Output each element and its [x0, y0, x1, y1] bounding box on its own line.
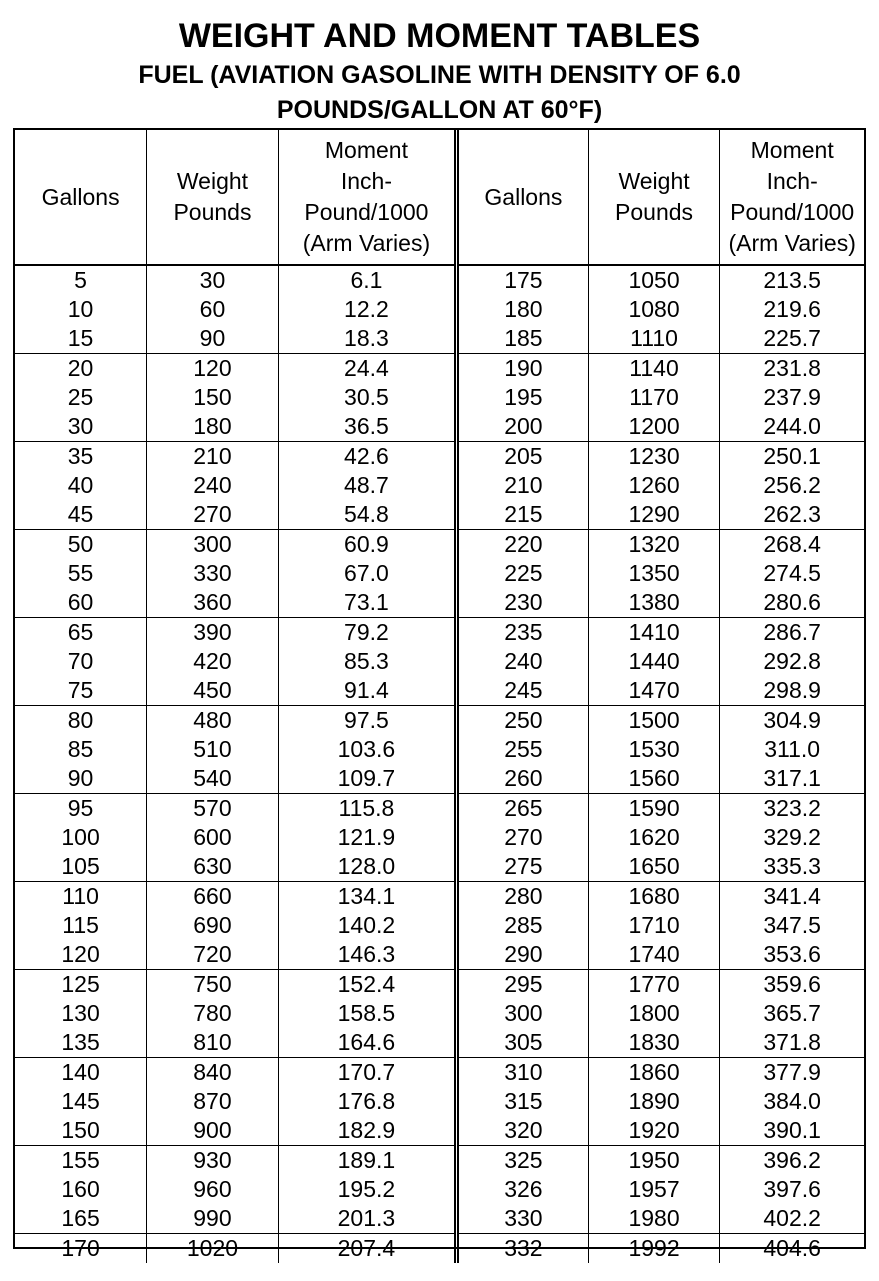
table-row [15, 676, 864, 706]
header-moment-left: Moment Inch- Pound/1000 (Arm Varies) [278, 130, 456, 265]
cell-gallons-left: 100 [61, 824, 100, 850]
cell-moment-right: 335.3 [720, 852, 864, 882]
cell-weight-right: 1140 [588, 354, 720, 384]
cell-moment-right: 329.2 [720, 823, 864, 852]
cell-moment-right: 280.6 [720, 588, 864, 618]
cell-moment-left: 24.4 [278, 354, 456, 384]
cell-moment-right: 311.0 [720, 735, 864, 764]
cell-moment-left: 109.7 [278, 764, 456, 794]
cell-gallons-right: 195 [457, 383, 589, 412]
cell-weight-right: 1110 [588, 324, 720, 354]
table-row [15, 1204, 864, 1234]
cell-moment-right: 317.1 [720, 764, 864, 794]
cell-moment-left: 42.6 [278, 442, 456, 472]
cell-gallons-left: 170 [61, 1235, 100, 1261]
cell-moment-left: 140.2 [278, 911, 456, 940]
cell-gallons-right: 290 [457, 940, 589, 970]
cell-weight-left: 90 [147, 324, 279, 354]
cell-weight-right: 1470 [588, 676, 720, 706]
cell-gallons-right: 225 [457, 559, 589, 588]
cell-weight-left: 210 [147, 442, 279, 472]
cell-weight-left: 60 [147, 295, 279, 324]
cell-moment-right: 396.2 [720, 1146, 864, 1176]
cell-weight-left: 600 [147, 823, 279, 852]
cell-moment-left: 189.1 [278, 1146, 456, 1176]
cell-moment-right: 377.9 [720, 1058, 864, 1088]
cell-gallons-right: 220 [457, 530, 589, 560]
cell-moment-left: 85.3 [278, 647, 456, 676]
cell-gallons-left: 50 [67, 531, 94, 557]
cell-gallons-left: 130 [61, 1000, 100, 1026]
cell-moment-right: 390.1 [720, 1116, 864, 1146]
cell-moment-left: 91.4 [278, 676, 456, 706]
cell-moment-left: 176.8 [278, 1087, 456, 1116]
cell-moment-right: 225.7 [720, 324, 864, 354]
cell-gallons-left: 75 [15, 676, 147, 706]
cell-weight-right: 1530 [588, 735, 720, 764]
cell-gallons-left: 160 [61, 1176, 100, 1202]
page-title: WEIGHT AND MOMENT TABLES [178, 17, 701, 55]
cell-weight-left: 360 [147, 588, 279, 618]
table-row [15, 471, 864, 500]
cell-gallons-right: 326 [457, 1175, 589, 1204]
cell-moment-left: 6.1 [278, 265, 456, 295]
cell-weight-left: 900 [147, 1116, 279, 1146]
cell-moment-right: 250.1 [720, 442, 864, 472]
cell-moment-right: 397.6 [720, 1175, 864, 1204]
cell-weight-left: 390 [147, 618, 279, 648]
cell-gallons-left: 10 [67, 296, 94, 322]
cell-weight-left: 810 [147, 1028, 279, 1058]
cell-gallons-right: 255 [457, 735, 589, 764]
cell-weight-right: 1080 [588, 295, 720, 324]
cell-gallons-left: 150 [15, 1116, 147, 1146]
table-row [15, 530, 864, 560]
cell-weight-left: 990 [147, 1204, 279, 1234]
header-row [15, 130, 864, 265]
cell-weight-left: 570 [147, 794, 279, 824]
cell-weight-left: 870 [147, 1087, 279, 1116]
table-row [15, 852, 864, 882]
table-row [15, 882, 864, 912]
table-row [15, 1146, 864, 1176]
cell-gallons-left: 35 [67, 443, 94, 469]
table-row [15, 1058, 864, 1088]
cell-moment-right: 404.6 [720, 1234, 864, 1264]
cell-weight-right: 1200 [588, 412, 720, 442]
cell-moment-right: 365.7 [720, 999, 864, 1028]
cell-gallons-right: 300 [457, 999, 589, 1028]
cell-gallons-left: 20 [67, 355, 94, 381]
table-row [15, 412, 864, 442]
cell-gallons-right: 180 [457, 295, 589, 324]
cell-weight-left: 540 [147, 764, 279, 794]
cell-weight-left: 690 [147, 911, 279, 940]
cell-gallons-right: 235 [457, 618, 589, 648]
cell-moment-right: 298.9 [720, 676, 864, 706]
cell-gallons-left: 125 [61, 971, 100, 997]
table-row [15, 970, 864, 1000]
cell-weight-left: 510 [147, 735, 279, 764]
cell-gallons-right: 215 [457, 500, 589, 530]
cell-weight-right: 1950 [588, 1146, 720, 1176]
cell-moment-left: 164.6 [278, 1028, 456, 1058]
table-row [15, 1116, 864, 1146]
cell-weight-right: 1560 [588, 764, 720, 794]
cell-gallons-left: 105 [15, 852, 147, 882]
cell-weight-left: 180 [147, 412, 279, 442]
cell-moment-left: 54.8 [278, 500, 456, 530]
cell-gallons-left: 5 [74, 267, 87, 293]
cell-moment-right: 341.4 [720, 882, 864, 912]
cell-weight-right: 1440 [588, 647, 720, 676]
cell-weight-left: 480 [147, 706, 279, 736]
cell-weight-right: 1890 [588, 1087, 720, 1116]
header-weight-right: Weight Pounds [588, 130, 720, 265]
cell-weight-right: 1050 [588, 265, 720, 295]
cell-weight-right: 1740 [588, 940, 720, 970]
cell-moment-left: 158.5 [278, 999, 456, 1028]
cell-weight-right: 1380 [588, 588, 720, 618]
cell-moment-left: 97.5 [278, 706, 456, 736]
table-row [15, 647, 864, 676]
cell-weight-right: 1260 [588, 471, 720, 500]
table-row [15, 794, 864, 824]
cell-moment-right: 219.6 [720, 295, 864, 324]
cell-gallons-left: 120 [15, 940, 147, 970]
cell-moment-left: 67.0 [278, 559, 456, 588]
table-row [15, 999, 864, 1028]
cell-gallons-left: 135 [15, 1028, 147, 1058]
table-row [15, 442, 864, 472]
cell-weight-left: 330 [147, 559, 279, 588]
cell-moment-right: 304.9 [720, 706, 864, 736]
cell-moment-right: 384.0 [720, 1087, 864, 1116]
cell-gallons-right: 240 [457, 647, 589, 676]
table-row [15, 1175, 864, 1204]
table-row [15, 764, 864, 794]
cell-moment-right: 347.5 [720, 911, 864, 940]
cell-gallons-left: 95 [67, 795, 94, 821]
table-row [15, 1028, 864, 1058]
table-row [15, 1087, 864, 1116]
cell-weight-left: 630 [147, 852, 279, 882]
cell-moment-right: 237.9 [720, 383, 864, 412]
cell-moment-left: 79.2 [278, 618, 456, 648]
cell-gallons-right: 205 [457, 442, 589, 472]
fuel-weight-moment-table [15, 130, 864, 1263]
cell-gallons-left: 80 [67, 707, 94, 733]
cell-moment-left: 170.7 [278, 1058, 456, 1088]
table-row [15, 324, 864, 354]
cell-gallons-right: 270 [457, 823, 589, 852]
cell-gallons-right: 275 [457, 852, 589, 882]
cell-gallons-left: 155 [61, 1147, 100, 1173]
cell-moment-left: 18.3 [278, 324, 456, 354]
cell-gallons-left: 145 [61, 1088, 100, 1114]
cell-gallons-right: 175 [457, 265, 589, 295]
cell-moment-right: 256.2 [720, 471, 864, 500]
cell-moment-left: 207.4 [278, 1234, 456, 1264]
cell-moment-right: 353.6 [720, 940, 864, 970]
table-row [15, 295, 864, 324]
cell-weight-right: 1230 [588, 442, 720, 472]
cell-gallons-left: 90 [15, 764, 147, 794]
cell-moment-right: 244.0 [720, 412, 864, 442]
cell-moment-left: 201.3 [278, 1204, 456, 1234]
cell-gallons-right: 200 [457, 412, 589, 442]
header-gallons-left: Gallons [15, 130, 147, 265]
cell-gallons-right: 190 [457, 354, 589, 384]
cell-gallons-left: 115 [62, 912, 99, 938]
cell-moment-right: 371.8 [720, 1028, 864, 1058]
cell-gallons-left: 25 [67, 384, 94, 410]
cell-weight-left: 150 [147, 383, 279, 412]
cell-moment-right: 231.8 [720, 354, 864, 384]
subtitle-line-2: POUNDS/GALLON AT 60°F) [276, 96, 603, 124]
table-row [15, 500, 864, 530]
cell-weight-left: 750 [147, 970, 279, 1000]
cell-weight-left: 1020 [147, 1234, 279, 1264]
cell-moment-right: 213.5 [720, 265, 864, 295]
header-moment-right: Moment Inch- Pound/1000 (Arm Varies) [720, 130, 864, 265]
cell-gallons-right: 210 [457, 471, 589, 500]
cell-moment-left: 60.9 [278, 530, 456, 560]
cell-moment-right: 262.3 [720, 500, 864, 530]
cell-weight-right: 1620 [588, 823, 720, 852]
table-row [15, 1234, 864, 1264]
cell-moment-right: 268.4 [720, 530, 864, 560]
cell-weight-right: 1320 [588, 530, 720, 560]
cell-weight-left: 450 [147, 676, 279, 706]
table-row [15, 940, 864, 970]
cell-moment-left: 128.0 [278, 852, 456, 882]
cell-weight-left: 660 [147, 882, 279, 912]
subtitle-line-1: FUEL (AVIATION GASOLINE WITH DENSITY OF 6.0 [138, 61, 741, 89]
cell-moment-right: 359.6 [720, 970, 864, 1000]
cell-moment-right: 323.2 [720, 794, 864, 824]
cell-moment-left: 103.6 [278, 735, 456, 764]
table-row [15, 383, 864, 412]
cell-weight-right: 1860 [588, 1058, 720, 1088]
cell-gallons-left: 15 [15, 324, 147, 354]
header-weight-left: Weight Pounds [147, 130, 279, 265]
cell-weight-right: 1590 [588, 794, 720, 824]
cell-weight-right: 1920 [588, 1116, 720, 1146]
cell-weight-left: 240 [147, 471, 279, 500]
cell-gallons-right: 315 [457, 1087, 589, 1116]
cell-weight-left: 930 [147, 1146, 279, 1176]
cell-weight-right: 1680 [588, 882, 720, 912]
cell-gallons-left: 70 [67, 648, 94, 674]
table-row [15, 559, 864, 588]
cell-moment-right: 402.2 [720, 1204, 864, 1234]
cell-weight-left: 720 [147, 940, 279, 970]
table-row [15, 265, 864, 295]
table-row [15, 735, 864, 764]
cell-weight-right: 1800 [588, 999, 720, 1028]
table-row [15, 354, 864, 384]
cell-gallons-left: 65 [67, 619, 94, 645]
cell-weight-left: 120 [147, 354, 279, 384]
cell-weight-right: 1650 [588, 852, 720, 882]
cell-weight-right: 1992 [588, 1234, 720, 1264]
cell-weight-left: 840 [147, 1058, 279, 1088]
cell-moment-left: 73.1 [278, 588, 456, 618]
cell-weight-right: 1830 [588, 1028, 720, 1058]
table-row [15, 588, 864, 618]
cell-moment-right: 274.5 [720, 559, 864, 588]
cell-weight-left: 300 [147, 530, 279, 560]
cell-weight-right: 1350 [588, 559, 720, 588]
cell-moment-left: 12.2 [278, 295, 456, 324]
cell-weight-right: 1170 [588, 383, 720, 412]
cell-gallons-right: 320 [457, 1116, 589, 1146]
cell-gallons-right: 330 [457, 1204, 589, 1234]
cell-gallons-right: 230 [457, 588, 589, 618]
cell-gallons-right: 280 [457, 882, 589, 912]
cell-gallons-left: 110 [62, 883, 99, 909]
cell-gallons-right: 332 [457, 1234, 589, 1264]
cell-weight-left: 420 [147, 647, 279, 676]
table-row [15, 823, 864, 852]
cell-weight-left: 30 [147, 265, 279, 295]
cell-gallons-left: 40 [67, 472, 94, 498]
cell-gallons-right: 250 [457, 706, 589, 736]
cell-gallons-right: 310 [457, 1058, 589, 1088]
table-body [15, 265, 864, 1263]
table-row [15, 618, 864, 648]
cell-gallons-left: 165 [15, 1204, 147, 1234]
cell-gallons-left: 30 [15, 412, 147, 442]
fuel-table-frame [13, 128, 866, 1261]
cell-moment-left: 48.7 [278, 471, 456, 500]
cell-moment-left: 195.2 [278, 1175, 456, 1204]
cell-weight-left: 270 [147, 500, 279, 530]
cell-gallons-left: 55 [67, 560, 94, 586]
cell-gallons-right: 260 [457, 764, 589, 794]
cell-moment-left: 121.9 [278, 823, 456, 852]
cell-weight-right: 1410 [588, 618, 720, 648]
cell-gallons-right: 325 [457, 1146, 589, 1176]
cell-weight-right: 1957 [588, 1175, 720, 1204]
cell-weight-left: 780 [147, 999, 279, 1028]
cell-weight-right: 1710 [588, 911, 720, 940]
table-row [15, 911, 864, 940]
cell-moment-left: 182.9 [278, 1116, 456, 1146]
cell-moment-right: 292.8 [720, 647, 864, 676]
table-row [15, 706, 864, 736]
cell-moment-right: 286.7 [720, 618, 864, 648]
cell-gallons-right: 305 [457, 1028, 589, 1058]
cell-moment-left: 152.4 [278, 970, 456, 1000]
cell-gallons-right: 185 [457, 324, 589, 354]
cell-moment-left: 115.8 [278, 794, 456, 824]
cell-gallons-right: 245 [457, 676, 589, 706]
cell-gallons-right: 295 [457, 970, 589, 1000]
cell-moment-left: 36.5 [278, 412, 456, 442]
cell-moment-left: 146.3 [278, 940, 456, 970]
cell-weight-right: 1980 [588, 1204, 720, 1234]
cell-weight-right: 1770 [588, 970, 720, 1000]
cell-gallons-right: 285 [457, 911, 589, 940]
cell-gallons-right: 265 [457, 794, 589, 824]
header-gallons-right: Gallons [457, 130, 589, 265]
cell-moment-left: 134.1 [278, 882, 456, 912]
cell-gallons-left: 140 [61, 1059, 100, 1085]
cell-gallons-left: 60 [15, 588, 147, 618]
cell-gallons-left: 85 [67, 736, 94, 762]
cell-gallons-left: 45 [15, 500, 147, 530]
cell-weight-left: 960 [147, 1175, 279, 1204]
cell-weight-right: 1290 [588, 500, 720, 530]
cell-moment-left: 30.5 [278, 383, 456, 412]
cell-weight-right: 1500 [588, 706, 720, 736]
